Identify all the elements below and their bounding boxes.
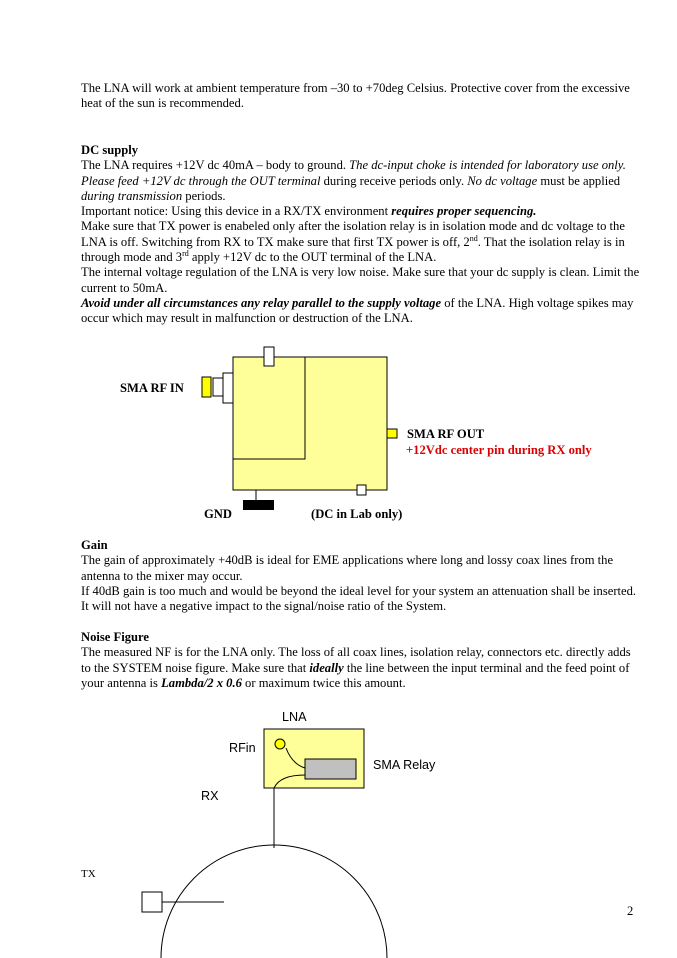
text-run: The dc-input choke is intended for laboratory use only. Please feed +12V dc through the OUT terminal (81, 158, 626, 188)
text-run: Avoid under all circumstances any relay parallel to the supply voltage (81, 295, 442, 310)
text-run: Make sure that TX power is enabeled only after the isolation relay is in isolation mode and dc voltage to the LNA is off. Switching from RX to TX make sure that first TX power is off, 2 (81, 219, 625, 249)
sma-rf-out-label: SMA RF OUT (407, 427, 485, 441)
dc-supply-para-1 (81, 158, 641, 204)
text-run: The LNA requires +12V dc 40mA – body to ground. (81, 158, 350, 173)
rx-label: RX (201, 789, 219, 803)
noise-figure-heading: Noise Figure (81, 630, 149, 644)
gain-para-1: The gain of approximately +40dB is ideal for EME applications where long and lossy coax lines from the antenna to the mixer may occur. (81, 553, 614, 583)
text-run: periods. (182, 188, 226, 203)
rfin-wire (286, 748, 305, 768)
tx-label: TX (81, 868, 96, 880)
gain-para-2: If 40dB gain is too much and would be beyond the ideal level for your system an attenuation shall be inserted. It will not have a negative impact to the signal/noise ratio of the System. (81, 583, 637, 614)
sma-relay-label: SMA Relay (373, 758, 436, 772)
relay-box (305, 759, 356, 779)
gnd-label: GND (204, 507, 232, 521)
sma-rf-in-label: SMA RF IN (120, 381, 184, 395)
in-connector-pin (213, 378, 223, 396)
dc-supply-section (81, 143, 641, 327)
gnd-block (243, 500, 274, 510)
out-connector (387, 429, 397, 438)
lna-box (233, 357, 387, 490)
sequencing-arc (161, 845, 387, 958)
dc-center-pin-note: +12Vdc center pin during RX only (406, 443, 592, 457)
lna-label: LNA (282, 710, 307, 724)
dc-supply-para-3 (81, 219, 641, 265)
noise-figure-para (81, 645, 641, 691)
text-run: must be applied (537, 173, 621, 188)
text-run: ideally (309, 660, 344, 675)
text-run: during receive periods only. (320, 173, 468, 188)
text-run: apply +12V dc to the OUT terminal of the LNA. (188, 250, 437, 265)
lna-box-2 (264, 729, 364, 788)
text-run: of the LNA. High voltage spikes may occur which may result in malfunction or destruction of the LNA. (81, 295, 634, 326)
text-run: Lambda/2 x 0.6 (161, 675, 242, 690)
inner-line (233, 357, 305, 459)
tx-terminal (142, 892, 162, 912)
text-run: . That the isolation relay is in through mode and 3 (81, 234, 625, 265)
intro-paragraph (81, 81, 641, 112)
text-run: the line between the input terminal and the feed point of your antenna is (81, 660, 630, 690)
dc-lab-connector (357, 485, 366, 495)
text-run: requires proper sequencing. (391, 204, 537, 219)
text-run: The measured NF is for the LNA only. The loss of all coax lines, isolation relay, connectors etc. directly adds to the SYSTEM noise figure. Make sure that (81, 645, 631, 675)
dc-supply-heading: DC supply (81, 143, 139, 157)
gain-section (81, 538, 641, 614)
gain-heading: Gain (81, 538, 108, 552)
dc-supply-para-5 (81, 296, 641, 327)
noise-figure-section (81, 630, 641, 691)
intro-text: The LNA will work at ambient temperature from –30 to +70deg Celsius. Protective cover from the excessive heat of the sun is recommended. (81, 81, 630, 111)
text-run: or maximum twice this amount. (241, 675, 406, 690)
superscript: rd (182, 249, 189, 259)
internal-wire (274, 775, 305, 788)
top-connector (264, 347, 274, 366)
text-run: during transmission (81, 188, 183, 203)
in-connector-yellow (202, 377, 211, 397)
superscript: nd (469, 233, 478, 243)
dc-supply-para-2 (81, 204, 641, 219)
page-number: 2 (627, 904, 634, 918)
dc-supply-para-4: The internal voltage regulation of the LNA is very low noise. Make sure that your dc supply is clean. Limit the current to 50mA. (81, 265, 640, 295)
rfin-dot (275, 739, 285, 749)
text-run: No dc voltage (467, 173, 538, 188)
rfin-label: RFin (229, 741, 256, 755)
dc-lab-label: (DC in Lab only) (311, 507, 403, 521)
text-run: Important notice: Using this device in a RX/TX environment (81, 204, 392, 219)
in-connector-body (223, 373, 233, 403)
